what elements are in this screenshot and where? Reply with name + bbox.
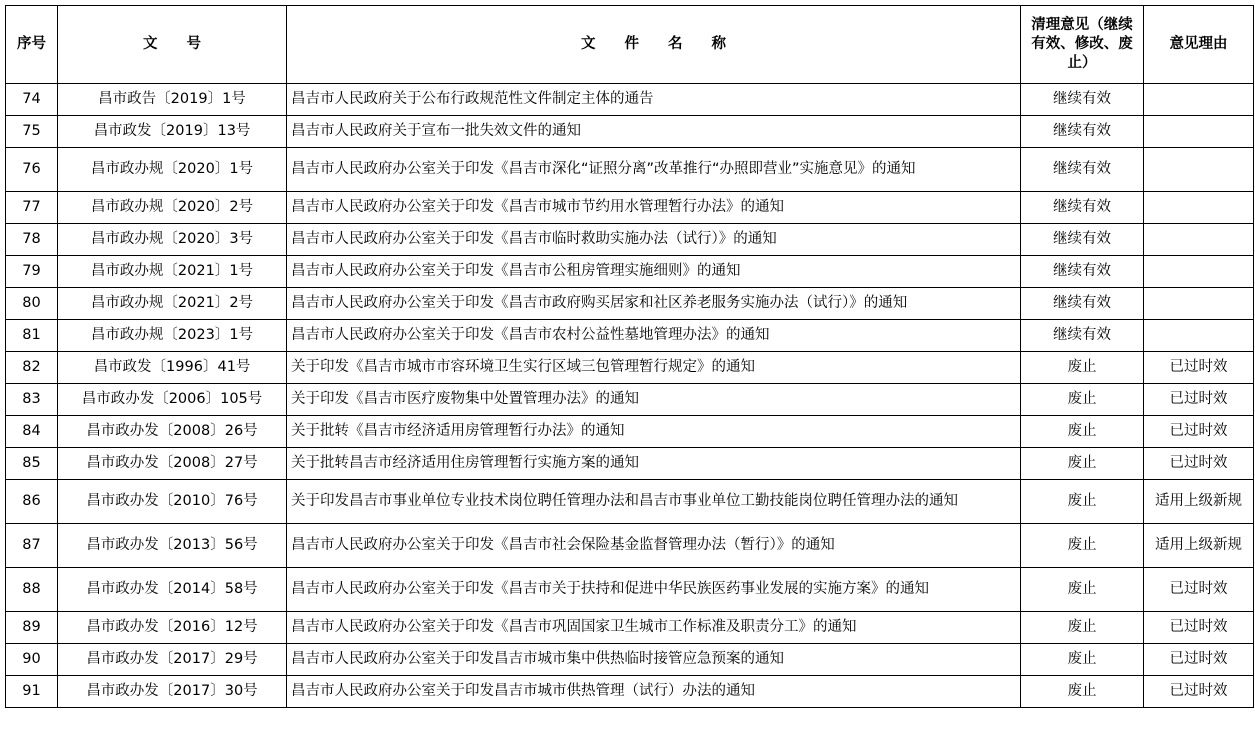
table-row: [6, 644, 1254, 676]
cell-doc-name: 昌吉市人民政府办公室关于印发《昌吉市社会保险基金监督管理办法（暂行）》的通知: [287, 524, 1021, 568]
cell-doc-name: 昌吉市人民政府办公室关于印发《昌吉市政府购买居家和社区养老服务实施办法（试行）》的通知: [287, 288, 1021, 320]
cell-doc-name: 昌吉市人民政府办公室关于印发昌吉市城市集中供热临时接管应急预案的通知: [287, 644, 1021, 676]
cell-doc-no: 昌市政办发〔2017〕29号: [58, 644, 287, 676]
cell-doc-name: 昌吉市人民政府办公室关于印发《昌吉市公租房管理实施细则》的通知: [287, 256, 1021, 288]
cell-seq: 90: [6, 644, 58, 676]
cell-doc-no: 昌市政办规〔2020〕3号: [58, 224, 287, 256]
table-row: [6, 568, 1254, 612]
document-table: [5, 5, 1254, 708]
cell-reason: [1144, 148, 1254, 192]
cell-doc-no: 昌市政办发〔2008〕26号: [58, 416, 287, 448]
cell-doc-name: 昌吉市人民政府办公室关于印发昌吉市城市供热管理（试行）办法的通知: [287, 676, 1021, 708]
cell-doc-no: 昌市政发〔2019〕13号: [58, 116, 287, 148]
cell-seq: 89: [6, 612, 58, 644]
cell-doc-name: 昌吉市人民政府关于公布行政规范性文件制定主体的通告: [287, 84, 1021, 116]
cell-seq: 84: [6, 416, 58, 448]
cell-reason: 已过时效: [1144, 612, 1254, 644]
header-reason: 意见理由: [1144, 6, 1254, 84]
cell-opinion: 废止: [1021, 384, 1144, 416]
cell-reason: 已过时效: [1144, 384, 1254, 416]
table-row: [6, 256, 1254, 288]
header-doc-name: 文 件 名 称: [287, 6, 1021, 84]
table-row: [6, 448, 1254, 480]
table-row: [6, 676, 1254, 708]
cell-seq: 77: [6, 192, 58, 224]
cell-opinion: 废止: [1021, 568, 1144, 612]
table-row: [6, 384, 1254, 416]
cell-opinion: 继续有效: [1021, 116, 1144, 148]
cell-seq: 78: [6, 224, 58, 256]
cell-reason: 已过时效: [1144, 416, 1254, 448]
cell-doc-no: 昌市政办规〔2020〕1号: [58, 148, 287, 192]
cell-doc-name: 关于印发昌吉市事业单位专业技术岗位聘任管理办法和昌吉市事业单位工勤技能岗位聘任管理办法的通知: [287, 480, 1021, 524]
cell-doc-no: 昌市政办规〔2021〕1号: [58, 256, 287, 288]
cell-seq: 76: [6, 148, 58, 192]
table-row: [6, 612, 1254, 644]
cell-doc-name: 昌吉市人民政府办公室关于印发《昌吉市临时救助实施办法（试行）》的通知: [287, 224, 1021, 256]
cell-opinion: 继续有效: [1021, 84, 1144, 116]
cell-reason: [1144, 320, 1254, 352]
table-row: [6, 116, 1254, 148]
cell-seq: 85: [6, 448, 58, 480]
cell-reason: 已过时效: [1144, 448, 1254, 480]
cell-doc-no: 昌市政办发〔2014〕58号: [58, 568, 287, 612]
header-opinion: 清理意见（继续有效、修改、废止）: [1021, 6, 1144, 84]
cell-seq: 88: [6, 568, 58, 612]
cell-doc-name: 昌吉市人民政府办公室关于印发《昌吉市农村公益性墓地管理办法》的通知: [287, 320, 1021, 352]
cell-reason: [1144, 84, 1254, 116]
cell-doc-name: 昌吉市人民政府办公室关于印发《昌吉市城市节约用水管理暂行办法》的通知: [287, 192, 1021, 224]
cell-opinion: 继续有效: [1021, 256, 1144, 288]
cell-seq: 83: [6, 384, 58, 416]
cell-opinion: 废止: [1021, 352, 1144, 384]
cell-doc-name: 关于印发《昌吉市医疗废物集中处置管理办法》的通知: [287, 384, 1021, 416]
cell-doc-name: 关于批转昌吉市经济适用住房管理暂行实施方案的通知: [287, 448, 1021, 480]
cell-opinion: 继续有效: [1021, 148, 1144, 192]
cell-doc-name: 关于批转《昌吉市经济适用房管理暂行办法》的通知: [287, 416, 1021, 448]
cell-opinion: 废止: [1021, 416, 1144, 448]
cell-reason: [1144, 288, 1254, 320]
cell-doc-no: 昌市政办发〔2008〕27号: [58, 448, 287, 480]
cell-opinion: 继续有效: [1021, 320, 1144, 352]
cell-opinion: 废止: [1021, 524, 1144, 568]
cell-reason: 已过时效: [1144, 568, 1254, 612]
cell-opinion: 继续有效: [1021, 224, 1144, 256]
table-row: [6, 288, 1254, 320]
cell-seq: 81: [6, 320, 58, 352]
cell-reason: 适用上级新规: [1144, 480, 1254, 524]
cell-seq: 91: [6, 676, 58, 708]
table-row: [6, 192, 1254, 224]
cell-reason: [1144, 224, 1254, 256]
table-row: [6, 84, 1254, 116]
cell-doc-name: 关于印发《昌吉市城市市容环境卫生实行区域三包管理暂行规定》的通知: [287, 352, 1021, 384]
cell-seq: 80: [6, 288, 58, 320]
cell-doc-no: 昌市政告〔2019〕1号: [58, 84, 287, 116]
cell-seq: 87: [6, 524, 58, 568]
cell-opinion: 继续有效: [1021, 288, 1144, 320]
cell-doc-no: 昌市政发〔1996〕41号: [58, 352, 287, 384]
header-row: [6, 6, 1254, 84]
table-row: [6, 416, 1254, 448]
cell-doc-no: 昌市政办发〔2010〕76号: [58, 480, 287, 524]
table-body: [6, 84, 1254, 708]
cell-opinion: 废止: [1021, 612, 1144, 644]
header-seq: 序号: [6, 6, 58, 84]
cell-seq: 79: [6, 256, 58, 288]
cell-opinion: 废止: [1021, 480, 1144, 524]
table-row: [6, 352, 1254, 384]
cell-opinion: 废止: [1021, 448, 1144, 480]
cell-opinion: 废止: [1021, 676, 1144, 708]
header-doc-no: 文 号: [58, 6, 287, 84]
cell-opinion: 废止: [1021, 644, 1144, 676]
cell-reason: [1144, 116, 1254, 148]
cell-reason: 适用上级新规: [1144, 524, 1254, 568]
cell-seq: 74: [6, 84, 58, 116]
cell-doc-no: 昌市政办发〔2006〕105号: [58, 384, 287, 416]
cell-doc-no: 昌市政办发〔2017〕30号: [58, 676, 287, 708]
table-row: [6, 480, 1254, 524]
cell-seq: 82: [6, 352, 58, 384]
cell-reason: 已过时效: [1144, 352, 1254, 384]
table-row: [6, 524, 1254, 568]
cell-doc-no: 昌市政办发〔2016〕12号: [58, 612, 287, 644]
cell-opinion: 继续有效: [1021, 192, 1144, 224]
cell-doc-no: 昌市政办规〔2023〕1号: [58, 320, 287, 352]
cell-doc-name: 昌吉市人民政府办公室关于印发《昌吉市关于扶持和促进中华民族医药事业发展的实施方案》的通知: [287, 568, 1021, 612]
cell-doc-no: 昌市政办规〔2021〕2号: [58, 288, 287, 320]
cell-reason: 已过时效: [1144, 676, 1254, 708]
cell-doc-no: 昌市政办规〔2020〕2号: [58, 192, 287, 224]
cell-doc-name: 昌吉市人民政府关于宣布一批失效文件的通知: [287, 116, 1021, 148]
cell-doc-no: 昌市政办发〔2013〕56号: [58, 524, 287, 568]
cell-reason: [1144, 256, 1254, 288]
table-row: [6, 224, 1254, 256]
cell-doc-name: 昌吉市人民政府办公室关于印发《昌吉市深化“证照分离”改革推行“办照即营业”实施意见》的通知: [287, 148, 1021, 192]
cell-reason: 已过时效: [1144, 644, 1254, 676]
table-row: [6, 320, 1254, 352]
cell-seq: 86: [6, 480, 58, 524]
cell-seq: 75: [6, 116, 58, 148]
cell-reason: [1144, 192, 1254, 224]
cell-doc-name: 昌吉市人民政府办公室关于印发《昌吉市巩固国家卫生城市工作标准及职责分工》的通知: [287, 612, 1021, 644]
table-row: [6, 148, 1254, 192]
